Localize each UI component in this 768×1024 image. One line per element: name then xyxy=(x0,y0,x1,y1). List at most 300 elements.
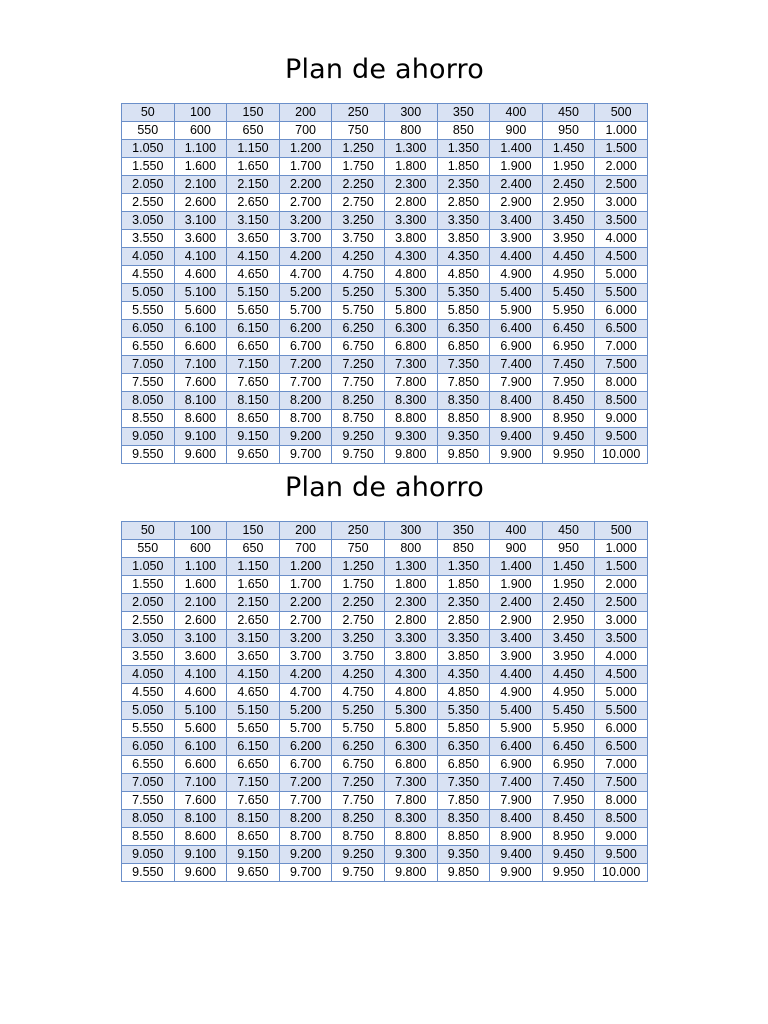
table-cell: 6.650 xyxy=(227,338,280,356)
table-cell: 4.300 xyxy=(384,666,437,684)
table-cell: 5.100 xyxy=(174,284,227,302)
table-cell: 5.200 xyxy=(279,284,332,302)
table-row xyxy=(122,684,648,702)
table-cell: 4.000 xyxy=(595,648,648,666)
table-cell: 5.950 xyxy=(542,302,595,320)
table-cell: 1.350 xyxy=(437,140,490,158)
table-cell: 450 xyxy=(542,522,595,540)
table-cell: 250 xyxy=(332,522,385,540)
table-cell: 8.350 xyxy=(437,810,490,828)
table-cell: 4.600 xyxy=(174,266,227,284)
table-cell: 6.600 xyxy=(174,338,227,356)
table-cell: 2.750 xyxy=(332,194,385,212)
table-cell: 3.700 xyxy=(279,648,332,666)
savings-plan-section xyxy=(121,468,648,882)
table-cell: 9.800 xyxy=(384,864,437,882)
table-cell: 6.300 xyxy=(384,738,437,756)
table-row xyxy=(122,522,648,540)
table-cell: 9.450 xyxy=(542,846,595,864)
table-cell: 9.350 xyxy=(437,428,490,446)
table-cell: 2.250 xyxy=(332,176,385,194)
table-cell: 6.500 xyxy=(595,320,648,338)
table-cell: 10.000 xyxy=(595,864,648,882)
table-cell: 9.600 xyxy=(174,446,227,464)
table-cell: 3.700 xyxy=(279,230,332,248)
table-cell: 6.300 xyxy=(384,320,437,338)
table-cell: 850 xyxy=(437,122,490,140)
table-cell: 6.800 xyxy=(384,756,437,774)
table-cell: 4.050 xyxy=(122,666,175,684)
table-row xyxy=(122,212,648,230)
table-cell: 3.950 xyxy=(542,648,595,666)
table-row xyxy=(122,266,648,284)
table-cell: 150 xyxy=(227,522,280,540)
table-cell: 6.650 xyxy=(227,756,280,774)
table-row xyxy=(122,540,648,558)
table-cell: 1.950 xyxy=(542,158,595,176)
table-cell: 7.950 xyxy=(542,792,595,810)
table-cell: 5.300 xyxy=(384,284,437,302)
table-cell: 1.950 xyxy=(542,576,595,594)
table-cell: 8.000 xyxy=(595,792,648,810)
savings-plan-section xyxy=(121,50,648,464)
table-cell: 6.400 xyxy=(490,320,543,338)
table-cell: 5.500 xyxy=(595,284,648,302)
table-cell: 6.350 xyxy=(437,738,490,756)
table-cell: 6.150 xyxy=(227,738,280,756)
table-cell: 5.950 xyxy=(542,720,595,738)
table-cell: 2.200 xyxy=(279,594,332,612)
table-cell: 200 xyxy=(279,522,332,540)
table-row xyxy=(122,630,648,648)
table-cell: 2.000 xyxy=(595,158,648,176)
table-row xyxy=(122,338,648,356)
table-cell: 8.900 xyxy=(490,410,543,428)
table-cell: 9.650 xyxy=(227,446,280,464)
table-cell: 2.550 xyxy=(122,612,175,630)
table-cell: 2.050 xyxy=(122,176,175,194)
table-cell: 4.200 xyxy=(279,248,332,266)
table-cell: 8.500 xyxy=(595,810,648,828)
table-cell: 4.550 xyxy=(122,684,175,702)
table-cell: 550 xyxy=(122,540,175,558)
table-cell: 750 xyxy=(332,122,385,140)
table-cell: 7.000 xyxy=(595,756,648,774)
table-cell: 1.000 xyxy=(595,540,648,558)
table-cell: 1.050 xyxy=(122,140,175,158)
table-cell: 6.200 xyxy=(279,738,332,756)
table-cell: 5.750 xyxy=(332,720,385,738)
table-cell: 8.100 xyxy=(174,392,227,410)
table-cell: 5.050 xyxy=(122,284,175,302)
table-cell: 8.750 xyxy=(332,410,385,428)
table-cell: 6.400 xyxy=(490,738,543,756)
table-cell: 8.250 xyxy=(332,392,385,410)
table-cell: 2.100 xyxy=(174,594,227,612)
table-cell: 2.800 xyxy=(384,612,437,630)
table-cell: 4.900 xyxy=(490,684,543,702)
table-cell: 100 xyxy=(174,104,227,122)
table-cell: 9.100 xyxy=(174,428,227,446)
table-cell: 7.200 xyxy=(279,774,332,792)
table-cell: 50 xyxy=(122,522,175,540)
table-cell: 7.700 xyxy=(279,374,332,392)
table-cell: 5.500 xyxy=(595,702,648,720)
table-cell: 3.400 xyxy=(490,212,543,230)
table-cell: 6.750 xyxy=(332,756,385,774)
table-cell: 5.450 xyxy=(542,284,595,302)
table-cell: 4.850 xyxy=(437,684,490,702)
table-cell: 2.300 xyxy=(384,594,437,612)
table-row xyxy=(122,230,648,248)
table-cell: 7.150 xyxy=(227,774,280,792)
table-cell: 9.950 xyxy=(542,446,595,464)
table-cell: 2.750 xyxy=(332,612,385,630)
table-cell: 3.350 xyxy=(437,630,490,648)
table-cell: 7.800 xyxy=(384,792,437,810)
table-cell: 6.050 xyxy=(122,320,175,338)
table-row xyxy=(122,320,648,338)
table-cell: 9.850 xyxy=(437,446,490,464)
table-cell: 3.950 xyxy=(542,230,595,248)
table-cell: 5.700 xyxy=(279,302,332,320)
table-cell: 3.200 xyxy=(279,212,332,230)
table-cell: 450 xyxy=(542,104,595,122)
table-cell: 1.600 xyxy=(174,158,227,176)
table-cell: 9.900 xyxy=(490,864,543,882)
table-cell: 8.050 xyxy=(122,392,175,410)
table-cell: 3.550 xyxy=(122,648,175,666)
table-cell: 4.250 xyxy=(332,248,385,266)
table-cell: 9.250 xyxy=(332,428,385,446)
table-cell: 800 xyxy=(384,540,437,558)
table-cell: 2.600 xyxy=(174,194,227,212)
table-cell: 6.450 xyxy=(542,738,595,756)
table-cell: 9.600 xyxy=(174,864,227,882)
table-cell: 8.650 xyxy=(227,828,280,846)
table-cell: 6.700 xyxy=(279,338,332,356)
table-cell: 2.800 xyxy=(384,194,437,212)
table-cell: 2.950 xyxy=(542,612,595,630)
table-cell: 700 xyxy=(279,540,332,558)
table-cell: 1.000 xyxy=(595,122,648,140)
table-cell: 6.000 xyxy=(595,720,648,738)
table-cell: 2.500 xyxy=(595,594,648,612)
table-cell: 7.300 xyxy=(384,356,437,374)
table-row xyxy=(122,720,648,738)
table-cell: 1.150 xyxy=(227,558,280,576)
table-cell: 4.400 xyxy=(490,666,543,684)
table-cell: 6.900 xyxy=(490,756,543,774)
table-cell: 5.900 xyxy=(490,302,543,320)
table-cell: 3.150 xyxy=(227,630,280,648)
table-cell: 9.200 xyxy=(279,428,332,446)
table-cell: 400 xyxy=(490,104,543,122)
table-cell: 8.450 xyxy=(542,810,595,828)
table-cell: 1.550 xyxy=(122,158,175,176)
table-cell: 9.050 xyxy=(122,428,175,446)
table-cell: 1.900 xyxy=(490,576,543,594)
table-row xyxy=(122,738,648,756)
table-cell: 8.300 xyxy=(384,810,437,828)
table-cell: 5.150 xyxy=(227,284,280,302)
table-cell: 8.850 xyxy=(437,410,490,428)
table-cell: 550 xyxy=(122,122,175,140)
table-cell: 2.350 xyxy=(437,594,490,612)
table-cell: 1.700 xyxy=(279,576,332,594)
table-cell: 3.600 xyxy=(174,648,227,666)
table-cell: 2.150 xyxy=(227,176,280,194)
table-cell: 1.400 xyxy=(490,140,543,158)
table-cell: 7.300 xyxy=(384,774,437,792)
table-cell: 9.850 xyxy=(437,864,490,882)
table-cell: 7.400 xyxy=(490,774,543,792)
table-cell: 1.500 xyxy=(595,558,648,576)
table-cell: 8.750 xyxy=(332,828,385,846)
table-cell: 5.900 xyxy=(490,720,543,738)
table-cell: 6.600 xyxy=(174,756,227,774)
table-cell: 350 xyxy=(437,522,490,540)
table-cell: 10.000 xyxy=(595,446,648,464)
table-cell: 1.100 xyxy=(174,558,227,576)
table-cell: 7.400 xyxy=(490,356,543,374)
table-cell: 7.950 xyxy=(542,374,595,392)
table-cell: 1.300 xyxy=(384,140,437,158)
table-cell: 2.950 xyxy=(542,194,595,212)
table-cell: 8.350 xyxy=(437,392,490,410)
table-cell: 1.500 xyxy=(595,140,648,158)
table-cell: 6.950 xyxy=(542,756,595,774)
table-cell: 9.350 xyxy=(437,846,490,864)
table-cell: 1.650 xyxy=(227,576,280,594)
table-cell: 1.100 xyxy=(174,140,227,158)
table-cell: 5.400 xyxy=(490,284,543,302)
table-cell: 4.750 xyxy=(332,684,385,702)
table-cell: 2.900 xyxy=(490,612,543,630)
table-cell: 8.700 xyxy=(279,410,332,428)
table-cell: 6.350 xyxy=(437,320,490,338)
table-cell: 6.500 xyxy=(595,738,648,756)
table-cell: 2.150 xyxy=(227,594,280,612)
table-cell: 1.800 xyxy=(384,576,437,594)
table-cell: 4.350 xyxy=(437,666,490,684)
table-row xyxy=(122,666,648,684)
table-cell: 5.000 xyxy=(595,266,648,284)
table-cell: 1.600 xyxy=(174,576,227,594)
table-cell: 1.150 xyxy=(227,140,280,158)
table-cell: 50 xyxy=(122,104,175,122)
table-cell: 5.550 xyxy=(122,720,175,738)
table-row xyxy=(122,576,648,594)
table-cell: 5.350 xyxy=(437,702,490,720)
table-cell: 7.250 xyxy=(332,774,385,792)
table-cell: 6.250 xyxy=(332,320,385,338)
table-cell: 4.250 xyxy=(332,666,385,684)
table-cell: 9.950 xyxy=(542,864,595,882)
table-cell: 4.150 xyxy=(227,248,280,266)
table-cell: 9.400 xyxy=(490,846,543,864)
table-cell: 8.600 xyxy=(174,410,227,428)
table-row xyxy=(122,140,648,158)
table-cell: 7.900 xyxy=(490,792,543,810)
table-cell: 4.200 xyxy=(279,666,332,684)
table-cell: 4.850 xyxy=(437,266,490,284)
table-cell: 4.300 xyxy=(384,248,437,266)
table-cell: 4.700 xyxy=(279,266,332,284)
table-cell: 6.800 xyxy=(384,338,437,356)
table-row xyxy=(122,756,648,774)
table-cell: 9.200 xyxy=(279,846,332,864)
table-cell: 1.450 xyxy=(542,140,595,158)
table-cell: 3.900 xyxy=(490,230,543,248)
table-cell: 8.700 xyxy=(279,828,332,846)
table-cell: 2.900 xyxy=(490,194,543,212)
table-cell: 5.050 xyxy=(122,702,175,720)
table-cell: 8.150 xyxy=(227,810,280,828)
table-cell: 8.450 xyxy=(542,392,595,410)
table-cell: 2.450 xyxy=(542,594,595,612)
table-cell: 4.600 xyxy=(174,684,227,702)
table-cell: 3.800 xyxy=(384,648,437,666)
table-cell: 6.200 xyxy=(279,320,332,338)
table-cell: 9.250 xyxy=(332,846,385,864)
table-cell: 7.900 xyxy=(490,374,543,392)
table-cell: 5.800 xyxy=(384,302,437,320)
table-cell: 3.250 xyxy=(332,212,385,230)
table-cell: 9.000 xyxy=(595,410,648,428)
table-cell: 700 xyxy=(279,122,332,140)
table-row xyxy=(122,284,648,302)
table-cell: 5.450 xyxy=(542,702,595,720)
table-cell: 1.900 xyxy=(490,158,543,176)
table-cell: 3.850 xyxy=(437,648,490,666)
table-cell: 5.000 xyxy=(595,684,648,702)
table-cell: 4.150 xyxy=(227,666,280,684)
table-cell: 4.050 xyxy=(122,248,175,266)
table-cell: 750 xyxy=(332,540,385,558)
table-row xyxy=(122,594,648,612)
table-cell: 7.600 xyxy=(174,792,227,810)
table-cell: 3.450 xyxy=(542,212,595,230)
table-cell: 6.550 xyxy=(122,338,175,356)
table-cell: 3.500 xyxy=(595,630,648,648)
table-cell: 5.850 xyxy=(437,302,490,320)
table-cell: 2.400 xyxy=(490,176,543,194)
table-cell: 7.800 xyxy=(384,374,437,392)
table-cell: 3.550 xyxy=(122,230,175,248)
table-cell: 8.200 xyxy=(279,392,332,410)
table-cell: 2.100 xyxy=(174,176,227,194)
table-cell: 5.650 xyxy=(227,720,280,738)
table-cell: 7.100 xyxy=(174,774,227,792)
table-cell: 2.650 xyxy=(227,194,280,212)
table-cell: 1.650 xyxy=(227,158,280,176)
table-cell: 900 xyxy=(490,122,543,140)
table-cell: 1.400 xyxy=(490,558,543,576)
table-cell: 8.950 xyxy=(542,410,595,428)
table-cell: 300 xyxy=(384,104,437,122)
table-cell: 4.650 xyxy=(227,684,280,702)
table-cell: 3.650 xyxy=(227,230,280,248)
table-cell: 4.000 xyxy=(595,230,648,248)
table-cell: 7.500 xyxy=(595,356,648,374)
table-cell: 2.700 xyxy=(279,194,332,212)
table-cell: 6.850 xyxy=(437,756,490,774)
table-row xyxy=(122,302,648,320)
table-cell: 4.750 xyxy=(332,266,385,284)
table-cell: 1.200 xyxy=(279,558,332,576)
table-cell: 2.600 xyxy=(174,612,227,630)
table-cell: 3.000 xyxy=(595,612,648,630)
table-cell: 8.300 xyxy=(384,392,437,410)
table-cell: 8.950 xyxy=(542,828,595,846)
table-cell: 8.400 xyxy=(490,810,543,828)
table-cell: 3.000 xyxy=(595,194,648,212)
table-cell: 950 xyxy=(542,540,595,558)
table-cell: 6.950 xyxy=(542,338,595,356)
table-cell: 6.100 xyxy=(174,320,227,338)
table-cell: 2.700 xyxy=(279,612,332,630)
table-cell: 8.550 xyxy=(122,410,175,428)
table-cell: 6.000 xyxy=(595,302,648,320)
table-cell: 3.600 xyxy=(174,230,227,248)
table-cell: 3.350 xyxy=(437,212,490,230)
table-cell: 7.050 xyxy=(122,774,175,792)
table-cell: 4.550 xyxy=(122,266,175,284)
table-cell: 2.850 xyxy=(437,194,490,212)
table-cell: 6.150 xyxy=(227,320,280,338)
table-row xyxy=(122,558,648,576)
table-cell: 600 xyxy=(174,122,227,140)
table-cell: 8.150 xyxy=(227,392,280,410)
savings-table xyxy=(121,521,648,882)
table-cell: 5.550 xyxy=(122,302,175,320)
table-cell: 9.400 xyxy=(490,428,543,446)
table-cell: 9.750 xyxy=(332,446,385,464)
table-cell: 3.400 xyxy=(490,630,543,648)
table-cell: 3.050 xyxy=(122,630,175,648)
table-cell: 2.250 xyxy=(332,594,385,612)
table-cell: 8.250 xyxy=(332,810,385,828)
table-cell: 3.750 xyxy=(332,230,385,248)
table-cell: 7.500 xyxy=(595,774,648,792)
table-cell: 5.650 xyxy=(227,302,280,320)
table-cell: 4.950 xyxy=(542,684,595,702)
table-cell: 1.250 xyxy=(332,140,385,158)
table-cell: 8.400 xyxy=(490,392,543,410)
table-cell: 5.850 xyxy=(437,720,490,738)
table-cell: 4.500 xyxy=(595,248,648,266)
table-cell: 8.550 xyxy=(122,828,175,846)
table-cell: 4.450 xyxy=(542,248,595,266)
table-cell: 5.600 xyxy=(174,720,227,738)
table-row xyxy=(122,374,648,392)
table-cell: 2.050 xyxy=(122,594,175,612)
table-cell: 3.800 xyxy=(384,230,437,248)
table-cell: 100 xyxy=(174,522,227,540)
table-cell: 5.600 xyxy=(174,302,227,320)
table-cell: 5.250 xyxy=(332,284,385,302)
table-cell: 6.050 xyxy=(122,738,175,756)
table-cell: 4.450 xyxy=(542,666,595,684)
table-cell: 4.800 xyxy=(384,266,437,284)
table-cell: 6.250 xyxy=(332,738,385,756)
table-cell: 9.300 xyxy=(384,428,437,446)
table-cell: 3.200 xyxy=(279,630,332,648)
table-cell: 4.650 xyxy=(227,266,280,284)
table-cell: 5.150 xyxy=(227,702,280,720)
table-cell: 3.650 xyxy=(227,648,280,666)
